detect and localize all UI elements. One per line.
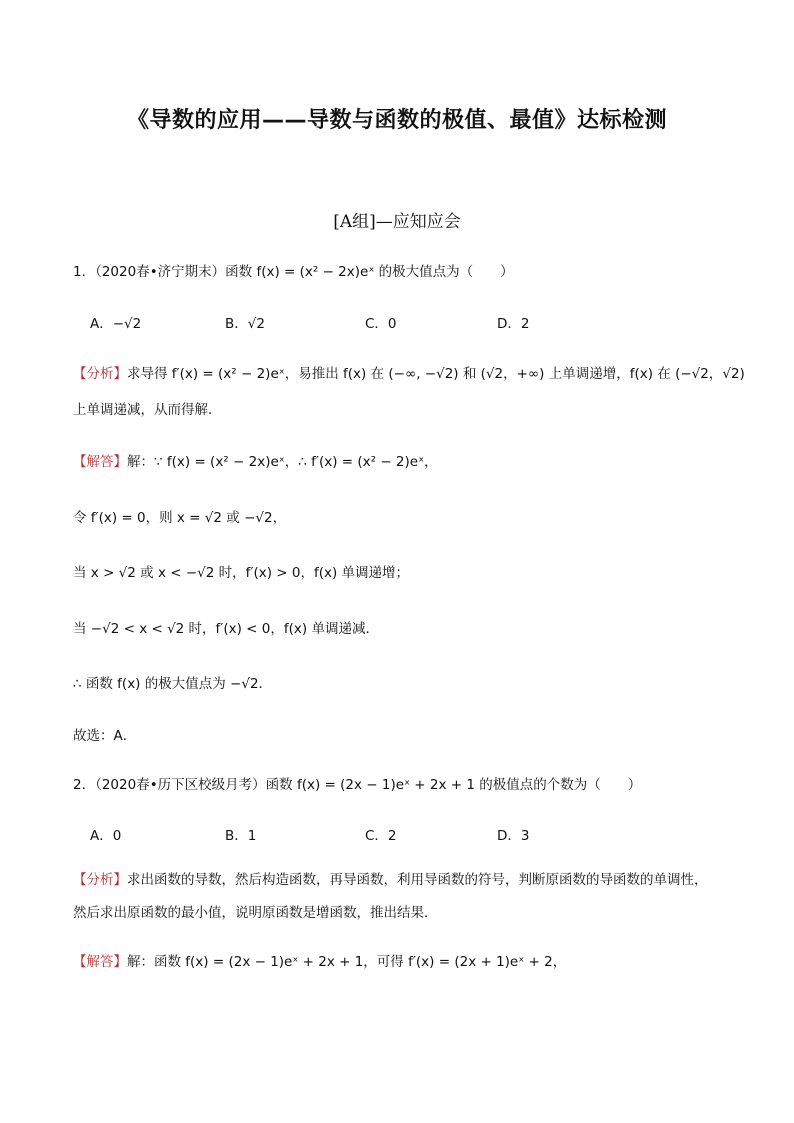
q1-answer-line-5: ∴ 函数 f(x) 的极大值点为 −√2． <box>73 676 273 692</box>
q2-analysis-line-2: 然后求出原函数的最小值，说明原函数是增函数，推出结果． <box>73 905 438 921</box>
q2-option-c: C．2 <box>365 828 397 844</box>
q1-option-d: D．2 <box>497 316 530 332</box>
answer-tag: 【解答】 <box>73 454 127 470</box>
analysis-tag: 【分析】 <box>73 366 127 382</box>
q1-answer-line-3: 当 x > √2 或 x < −√2 时，f′(x) > 0，f(x) 单调递增； <box>73 565 410 581</box>
q1-answer-line-4: 当 −√2 < x < √2 时，f′(x) < 0，f(x) 单调递减． <box>73 621 379 637</box>
q1-analysis-line-1 <box>73 364 745 384</box>
answer-text: 解：∵ f(x) = (x² − 2x)eˣ，∴ f′(x) = (x² − 2)eˣ， <box>127 454 438 470</box>
q1-answer-line-2: 令 f′(x) = 0，则 x = √2 或 −√2， <box>73 510 287 526</box>
q1-option-a: A．−√2 <box>90 316 142 332</box>
analysis-text: 求导得 f′(x) = (x² − 2)eˣ，易推出 f(x) 在 (−∞, −√2) 和 (√2，+∞) 上单调递增，f(x) 在 (−√2，√2) <box>127 366 745 382</box>
q2-option-a: A．0 <box>90 828 122 844</box>
q1-option-b: B．√2 <box>225 316 265 332</box>
section-heading: [A组]—应知应会 <box>333 212 461 232</box>
q2-option-b: B．1 <box>225 828 257 844</box>
answer-tag: 【解答】 <box>73 954 127 970</box>
q2-option-d: D．3 <box>497 828 530 844</box>
q2-answer-line-1 <box>73 952 566 972</box>
analysis-text: 求出函数的导数，然后构造函数，再导函数，利用导函数的符号，判断原函数的导函数的单调性， <box>127 872 708 888</box>
question-2-stem: 2．（2020春•历下区校级月考）函数 f(x) = (2x − 1)eˣ + 2x + 1 的极值点的个数为（ ） <box>73 777 642 793</box>
q1-analysis-line-2: 上单调递减，从而得解． <box>73 402 222 418</box>
analysis-tag: 【分析】 <box>73 872 127 888</box>
document-title: 《导数的应用——导数与函数的极值、最值》达标检测 <box>126 108 667 133</box>
q1-answer-line-1 <box>73 452 438 472</box>
answer-text: 解：函数 f(x) = (2x − 1)eˣ + 2x + 1，可得 f′(x) = (2x + 1)eˣ + 2， <box>127 954 567 970</box>
q1-option-c: C．0 <box>365 316 397 332</box>
question-1-stem: 1．（2020春•济宁期末）函数 f(x) = (x² − 2x)eˣ 的极大值点为（ ） <box>73 264 514 280</box>
q2-analysis-line-1 <box>73 870 708 890</box>
q1-answer-line-6: 故选：A． <box>73 728 137 744</box>
